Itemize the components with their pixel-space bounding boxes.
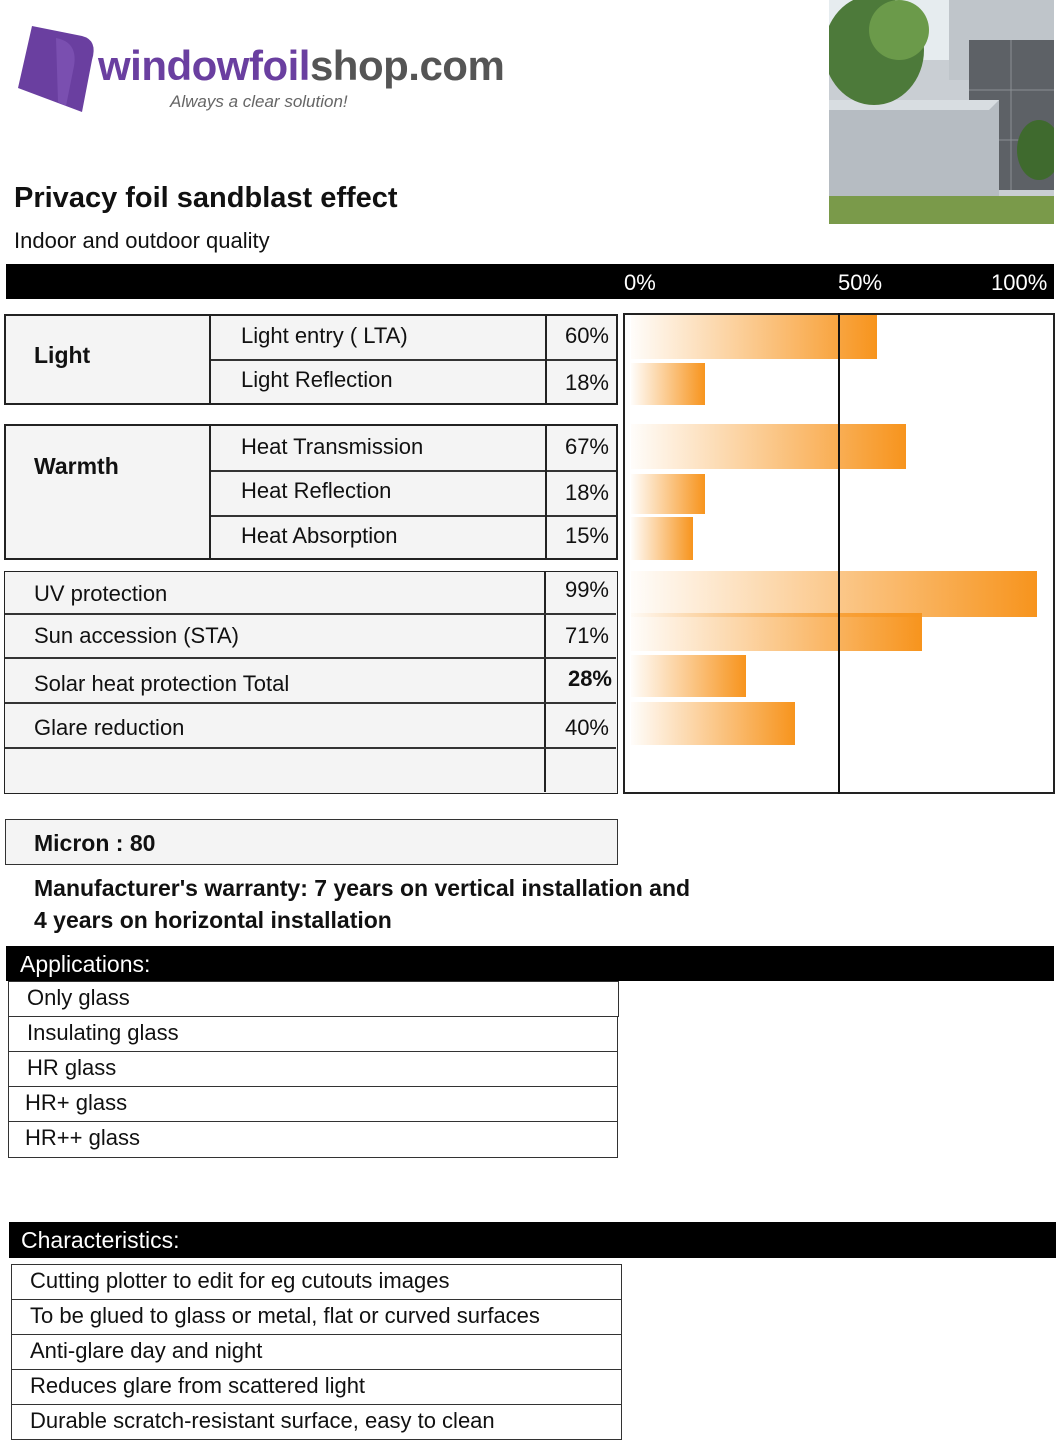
divider	[209, 426, 211, 558]
chart-bar	[631, 315, 877, 359]
warranty-line: 4 years on horizontal installation	[34, 907, 392, 933]
divider	[211, 515, 545, 517]
divider	[5, 747, 616, 749]
applications-title: Applications:	[20, 951, 151, 977]
chart-bar	[631, 474, 705, 514]
chart-bar	[631, 424, 906, 469]
characteristics-title: Characteristics:	[21, 1227, 180, 1253]
divider	[5, 702, 616, 704]
row-label: Solar heat protection Total	[34, 671, 290, 696]
row-label: Light Reflection	[241, 367, 393, 392]
applications-header	[6, 946, 1054, 981]
row-value: 18%	[564, 370, 609, 395]
list-item: Cutting plotter to edit for eg cutouts images	[11, 1264, 622, 1300]
row-label: Heat Reflection	[241, 478, 392, 503]
divider	[544, 572, 546, 792]
page-title: Privacy foil sandblast effect	[14, 182, 398, 214]
row-value: 40%	[564, 715, 609, 740]
micron-value: Micron : 80	[34, 830, 156, 856]
scale-label-50: 50%	[838, 270, 883, 295]
list-item: HR glass	[8, 1051, 618, 1087]
warranty-text	[34, 872, 774, 936]
chart-bar	[631, 702, 795, 745]
row-value: 99%	[564, 577, 609, 602]
logo-icon	[18, 26, 98, 112]
brand-name: windowfoilshop.com	[98, 42, 505, 89]
chart-bar	[631, 571, 1037, 617]
list-item: Reduces glare from scattered light	[11, 1369, 622, 1405]
row-value: 71%	[564, 623, 609, 648]
brand-tagline: Always a clear solution!	[170, 92, 348, 111]
row-value: 15%	[564, 523, 609, 548]
chart-bar	[631, 517, 693, 560]
scale-label-0: 0%	[624, 270, 656, 295]
scale-label-100: 100%	[991, 270, 1048, 295]
list-item: Anti-glare day and night	[11, 1334, 622, 1370]
product-photo	[829, 0, 1054, 224]
warranty-line: Manufacturer's warranty: 7 years on vertical installation and	[34, 875, 691, 901]
divider	[547, 515, 616, 517]
row-label: Light entry ( LTA)	[241, 323, 408, 348]
row-label: Heat Absorption	[241, 523, 398, 548]
list-item: Durable scratch-resistant surface, easy to clean	[11, 1404, 622, 1440]
characteristics-header	[9, 1222, 1056, 1258]
list-item: HR++ glass	[8, 1121, 618, 1158]
row-label: Glare reduction	[34, 715, 185, 740]
chart-bar	[631, 655, 746, 697]
row-label: UV protection	[34, 581, 168, 606]
list-item: To be glued to glass or metal, flat or curved surfaces	[11, 1299, 622, 1335]
scale-header-bar	[6, 264, 1054, 299]
row-label: Sun accession (STA)	[34, 623, 240, 648]
divider	[547, 470, 616, 472]
chart-bar	[631, 613, 922, 651]
divider	[211, 359, 545, 361]
row-value: 28%	[567, 666, 612, 691]
divider	[5, 613, 616, 615]
row-value: 60%	[564, 323, 609, 348]
row-value: 18%	[564, 480, 609, 505]
list-item: Insulating glass	[8, 1016, 618, 1052]
page-subtitle: Indoor and outdoor quality	[14, 228, 270, 253]
row-value: 67%	[564, 434, 609, 459]
divider	[5, 657, 616, 659]
list-item: Only glass	[8, 981, 619, 1017]
row-label: Heat Transmission	[241, 434, 424, 459]
divider	[547, 359, 616, 361]
chart-bar	[631, 363, 705, 405]
chart-midline	[838, 313, 840, 794]
list-item: HR+ glass	[8, 1086, 618, 1122]
group-label-light: Light	[34, 342, 91, 368]
group-label-warmth: Warmth	[34, 453, 119, 479]
divider	[211, 470, 545, 472]
